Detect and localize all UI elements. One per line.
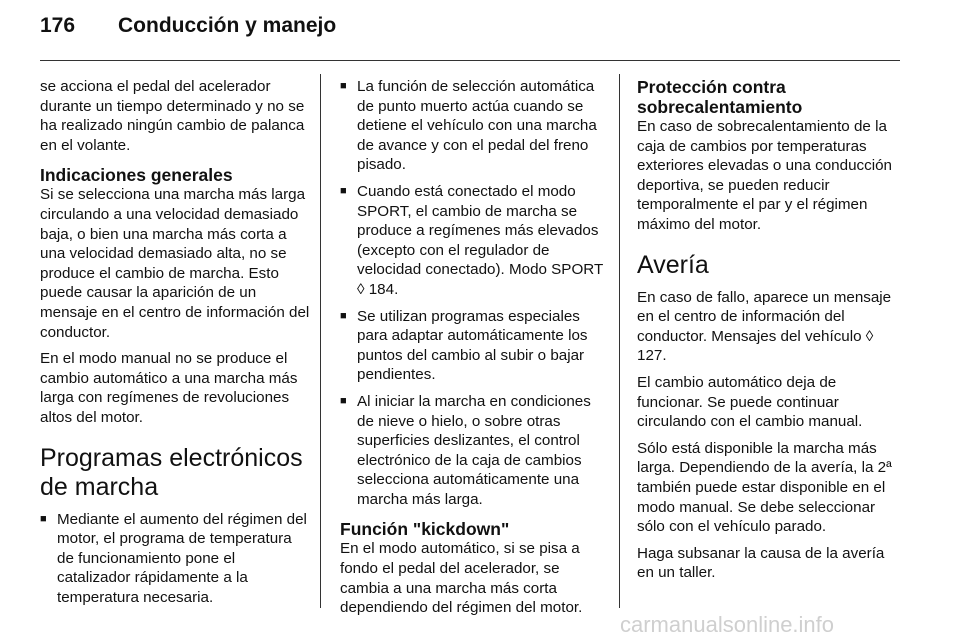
column-3: [637, 77, 905, 590]
paragraph-indicaciones-1: Si se selecciona una marcha más larga circulando a una velocidad demasiado baja, o bien una marcha más corta a una velocidad demasiado alta, no se produce el cambio de marcha. Esto puede causar la aparición de un mensaje en el centro de información del conductor.: [40, 186, 310, 341]
programas-list-continued: [340, 77, 608, 509]
column-divider-2: [619, 74, 620, 608]
header-rule: [40, 60, 900, 61]
list-item: ■ Al iniciar la marcha en condiciones de nieve o hielo, o sobre otras superficies deslizantes, el control electrónico de la caja de cambios selecciona automáticamente una marcha más larga.: [340, 392, 608, 510]
page-number: 176: [40, 14, 76, 37]
list-item: ■ Se utilizan programas especiales para adaptar automáticamente los puntos del cambio al subir o bajar pendientes.: [340, 307, 608, 385]
programas-list: [40, 510, 310, 608]
list-item: ■ Mediante el aumento del régimen del motor, el programa de temperatura de funcionamiento pone el catalizador rápidamente a la temperatura necesaria.: [40, 510, 310, 608]
column-2: [340, 77, 608, 625]
page-title: Conducción y manejo: [118, 14, 337, 37]
paragraph-kickdown: En el modo automático, si se pisa a fondo el pedal del acelerador, se cambia a una marcha más corta dependiendo del régimen del motor.: [340, 540, 583, 617]
paragraph-averia-3: Sólo está disponible la marcha más larga. Dependiendo de la avería, la 2ª también puede estar disponible en el modo manual. Se debe seleccionar sólo con el vehículo parado.: [637, 439, 892, 536]
column-1: [40, 77, 310, 614]
paragraph-averia-1: En caso de fallo, aparece un mensaje en el centro de información del conductor. Mensajes del vehículo ◊ 127.: [637, 288, 892, 365]
paragraph-proteccion: En caso de sobrecalentamiento de la caja de cambios por temperaturas exteriores elevadas o una conducción deportiva, se pueden reducir temporalmente el par y el régimen máximo del motor.: [637, 118, 892, 233]
list-item: ■ Cuando está conectado el modo SPORT, el cambio de marcha se produce a regímenes más elevados (excepto con el regulador de velocidad conectado). Modo SPORT ◊ 184.: [340, 182, 608, 300]
column-divider-1: [320, 74, 321, 608]
heading-programas-electronicos: Programas electrónicos de marcha: [40, 443, 303, 501]
paragraph-averia-4: Haga subsanar la causa de la avería en un taller.: [637, 544, 885, 582]
heading-funcion-kickdown: Función "kickdown": [340, 519, 510, 540]
watermark: carmanualsonline.info: [620, 612, 835, 637]
paragraph-indicaciones-2: En el modo manual no se produce el cambio automático a una marcha más larga con regímenes de revoluciones altos del motor.: [40, 350, 298, 426]
heading-averia: Avería: [637, 250, 709, 279]
list-item: ■ La función de selección automática de punto muerto actúa cuando se detiene el vehículo con una marcha de avance y con el pedal del freno pisado.: [340, 77, 608, 175]
heading-proteccion-sobrecalentamiento: Protección contra sobrecalentamiento: [637, 77, 803, 117]
heading-indicaciones-generales: Indicaciones generales: [40, 165, 233, 186]
intro-paragraph: se acciona el pedal del acelerador durante un tiempo determinado y no se ha realizado ningún cambio de palanca en el volante.: [40, 78, 305, 154]
paragraph-averia-2: El cambio automático deja de funcionar. Se puede continuar circulando con el cambio manual.: [637, 373, 863, 431]
